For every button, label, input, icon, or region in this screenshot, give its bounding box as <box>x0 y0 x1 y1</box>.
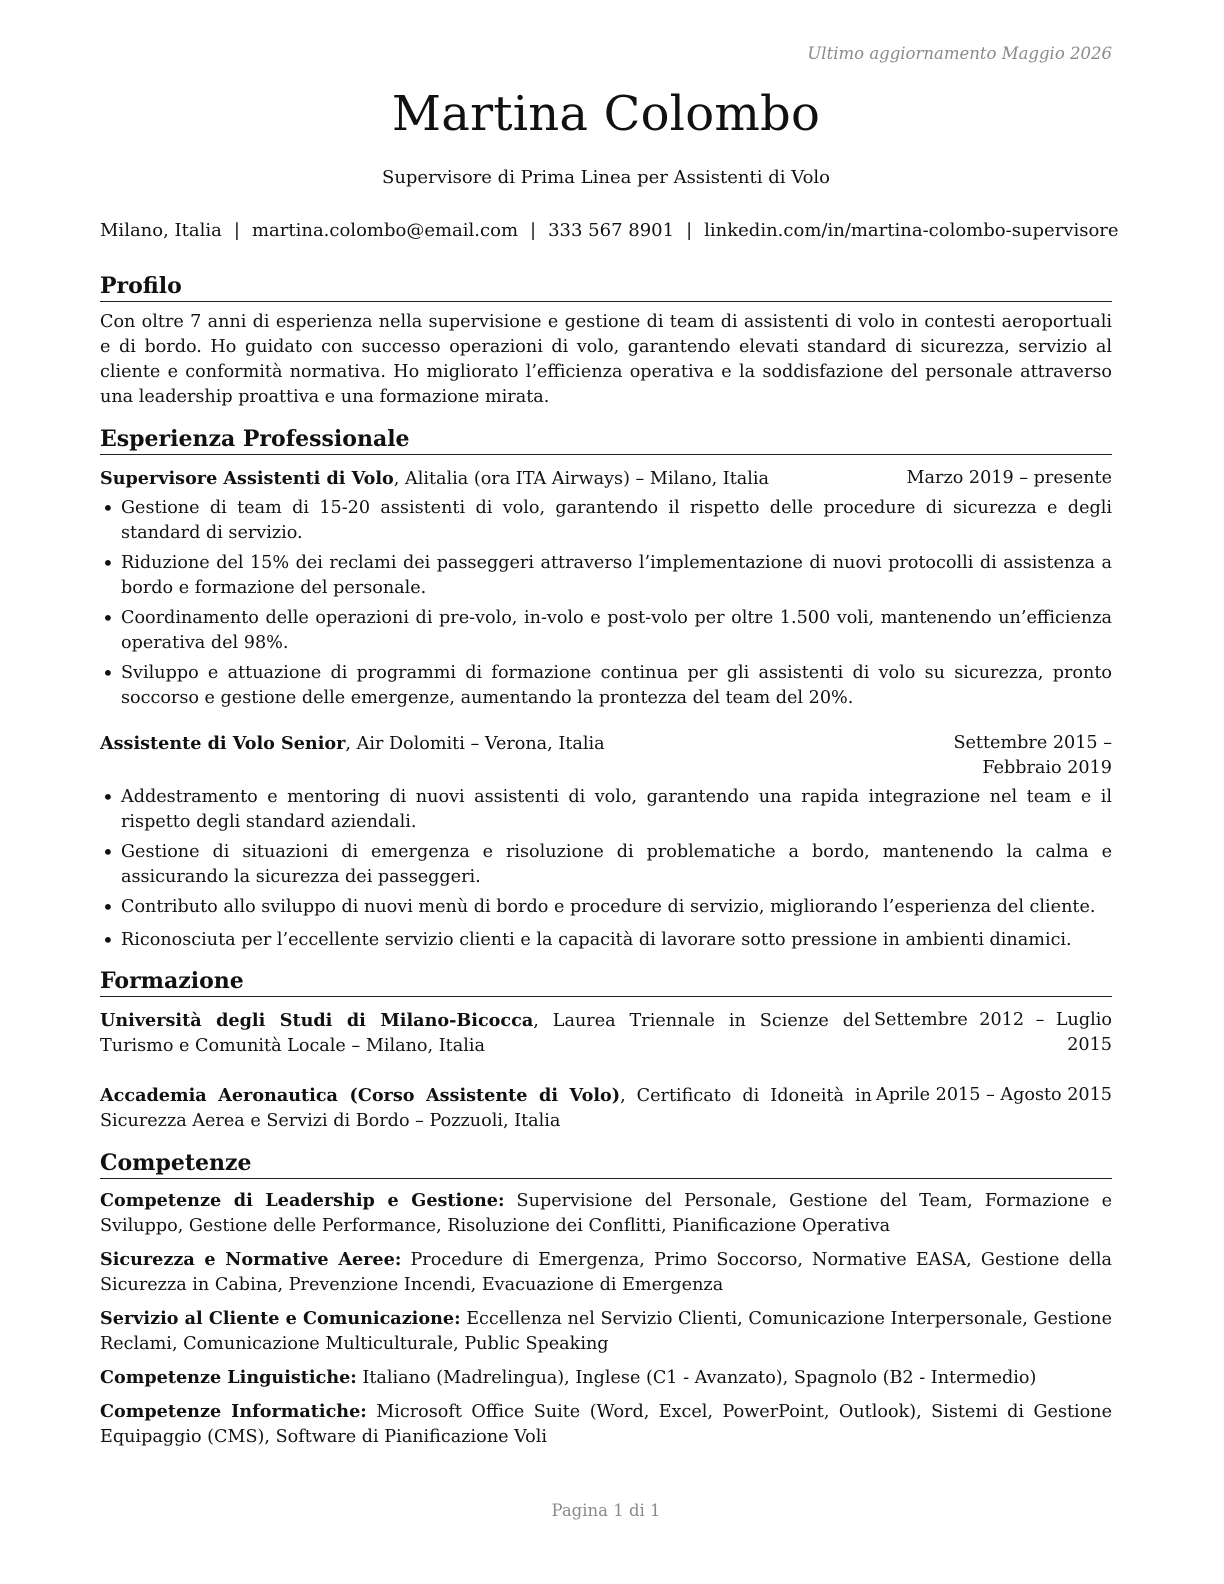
list-item: • Gestione di situazioni di emergenza e risoluzione di problematiche a bordo, mantenendo la calma e assicurando la sicurezza dei passeggeri. <box>100 840 1112 890</box>
education-dates: Settembre 2012 – Luglio 2015 <box>874 1010 1112 1055</box>
profile-text: Con oltre 7 anni di esperienza nella supervisione e gestione di team di assistenti di volo in contesti aeroportuali e di bordo. Ho guidato con successo operazioni di volo, garantendo elevati standard di sicurezza, servizio al cliente e conformità normativa. Ho migliorato l’efficienza operativa e la soddisfazione del personale attraverso una leadership proattiva e una formazione mirata. <box>100 312 1112 407</box>
contact-line <box>100 220 1119 241</box>
education-entry <box>100 1008 1112 1059</box>
contact-separator: | <box>233 220 240 241</box>
job-bullets <box>100 496 1112 711</box>
experience-section <box>100 425 1112 953</box>
school-name: Accademia Aeronautica (Corso Assistente di Volo) <box>100 1085 621 1106</box>
skill-label: Competenze Linguistiche: <box>100 1367 357 1388</box>
list-item: • Contributo allo sviluppo di nuovi menù di bordo e procedure di servizio, migliorando l’esperienza del cliente. <box>100 895 1112 920</box>
job-dates: Marzo 2019 – presente <box>906 468 1112 488</box>
skill-text: Italiano (Madrelingua), Inglese (C1 - Avanzato), Spagnolo (B2 - Intermedio) <box>356 1368 1037 1388</box>
job-entry <box>100 731 1112 953</box>
job-title-line <box>100 466 907 492</box>
skill-label: Competenze di Leadership e Gestione: <box>100 1190 505 1211</box>
skill-group <box>100 1306 1112 1357</box>
section-heading: Competenze <box>100 1149 1112 1179</box>
list-item: • Riduzione del 15% dei reclami dei passeggeri attraverso l’implementazione di nuovi protocolli di assistenza a bordo e formazione del personale. <box>100 551 1112 601</box>
list-item: • Riconosciuta per l’eccellente servizio clienti e la capacità di lavorare sotto pressione in ambienti dinamici. <box>100 928 1112 953</box>
skill-label: Servizio al Cliente e Comunicazione: <box>100 1308 461 1329</box>
skill-text: Procedure di Emergenza, Primo Soccorso, Normative EASA, Gestione della Sicurezza in Cabina, Prevenzione Incendi, Evacuazione di Emergenza <box>100 1250 1112 1295</box>
skill-group <box>100 1188 1112 1239</box>
contact-separator: | <box>686 220 693 241</box>
job-company: , Air Dolomiti – Verona, Italia <box>345 734 605 754</box>
job-role: Assistente di Volo Senior <box>100 733 346 754</box>
list-item: • Sviluppo e attuazione di programmi di formazione continua per gli assistenti di volo su sicurezza, pronto soccorso e gestione delle emergenze, aumentando la prontezza del team del 20%. <box>100 661 1112 711</box>
job-company: , Alitalia (ora ITA Airways) – Milano, Italia <box>393 469 770 489</box>
list-item: • Coordinamento delle operazioni di pre-volo, in-volo e post-volo per oltre 1.500 voli, mantenendo un’efficienza operativa del 98%. <box>100 606 1112 656</box>
contact-separator: | <box>530 220 537 241</box>
skill-label: Competenze Informatiche: <box>100 1401 367 1422</box>
education-entry <box>100 1083 1112 1134</box>
skill-label: Sicurezza e Normative Aeree: <box>100 1249 402 1270</box>
resume-content <box>100 272 1112 1464</box>
last-updated: Ultimo aggiornamento Maggio 2026 <box>807 44 1112 63</box>
job-role: Supervisore Assistenti di Volo <box>100 468 394 489</box>
job-header <box>100 466 1112 492</box>
email-link[interactable]: martina.colombo@email.com <box>251 220 519 241</box>
profile-section <box>100 272 1112 410</box>
education-details <box>100 1008 874 1059</box>
section-heading: Esperienza Professionale <box>100 425 1112 455</box>
skills-section <box>100 1149 1112 1450</box>
list-item: • Addestramento e mentoring di nuovi assistenti di volo, garantendo una rapida integrazione nel team e il rispetto degli standard aziendali. <box>100 785 1112 835</box>
job-header <box>100 731 1112 781</box>
school-name: Università degli Studi di Milano-Bicocca <box>100 1010 534 1031</box>
location: Milano, Italia <box>100 220 222 241</box>
section-heading: Profilo <box>100 272 1112 302</box>
skill-text: Microsoft Office Suite (Word, Excel, PowerPoint, Outlook), Sistemi di Gestione Equipaggio (CMS), Software di Pianificazione Voli <box>100 1402 1113 1447</box>
job-entry <box>100 466 1112 711</box>
degree: , Laurea Triennale in Scienze del Turismo e Comunità Locale – Milano, Italia <box>100 1011 871 1056</box>
page-number: Pagina 1 di 1 <box>551 1501 661 1520</box>
job-title: Supervisore di Prima Linea per Assistenti di Volo <box>381 167 831 188</box>
phone: 333 567 8901 <box>548 220 675 241</box>
section-heading: Formazione <box>100 967 1112 997</box>
list-item: • Gestione di team di 15-20 assistenti di volo, garantendo il rispetto delle procedure di sicurezza e degli standard di servizio. <box>100 496 1112 546</box>
skill-group <box>100 1247 1112 1298</box>
skill-text: Eccellenza nel Servizio Clienti, Comunicazione Interpersonale, Gestione Reclami, Comunicazione Multiculturale, Public Speaking <box>100 1309 1113 1354</box>
skill-text: Supervisione del Personale, Gestione del Team, Formazione e Sviluppo, Gestione delle Performance, Risoluzione dei Conflitti, Pianificazione Operativa <box>100 1191 1113 1236</box>
education-dates: Aprile 2015 – Agosto 2015 <box>875 1085 1112 1105</box>
linkedin-link[interactable]: linkedin.com/in/martina-colombo-supervisore <box>704 220 1119 241</box>
candidate-name: Martina Colombo <box>391 86 821 142</box>
skill-group <box>100 1365 1112 1391</box>
job-dates: Settembre 2015 – Febbraio 2019 <box>953 733 1112 778</box>
education-details <box>100 1083 876 1134</box>
job-bullets <box>100 785 1112 953</box>
education-section <box>100 967 1112 1134</box>
skill-group <box>100 1399 1112 1450</box>
job-title-line <box>100 731 872 757</box>
degree: , Certificato di Idoneità in Sicurezza Aerea e Servizi di Bordo – Pozzuoli, Italia <box>100 1086 872 1131</box>
